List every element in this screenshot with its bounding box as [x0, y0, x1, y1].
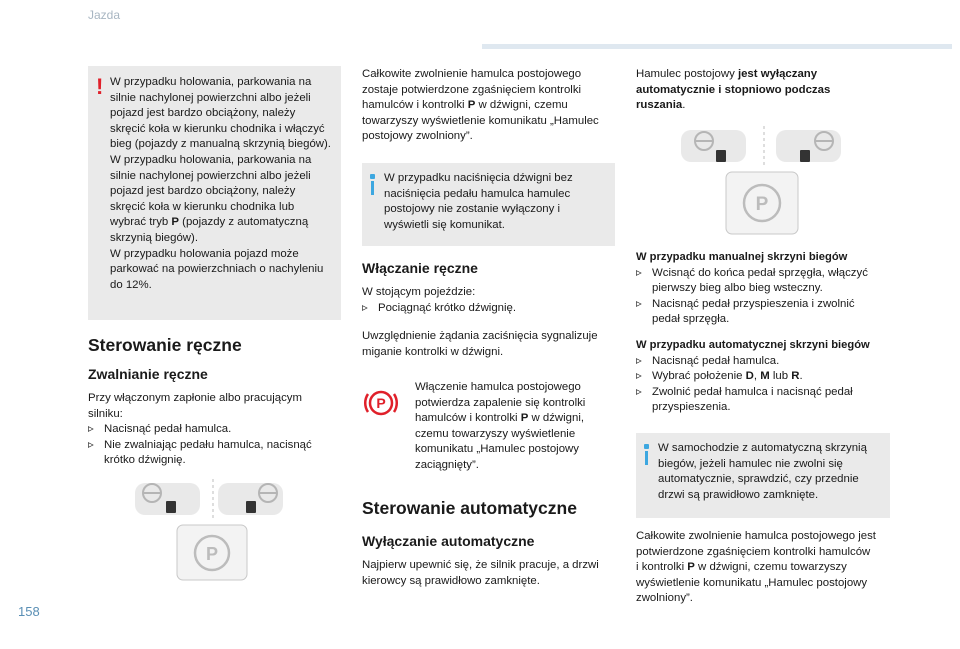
intro-line: silniku: — [88, 407, 123, 420]
paragraph-line: Uwzględnienie żądania zaciśnięcia sygnalizuje — [362, 330, 598, 342]
intro-line: Przy włączonym zapłonie albo pracującym — [88, 392, 302, 404]
bullet-item: ▹ Nie zwalniając pedału hamulca, nacisnąć krótko dźwignię. — [88, 438, 312, 467]
info-line: W przypadku naciśnięcia dźwigni bez — [384, 172, 573, 184]
bullet-item: ▹ Zwolnić pedał hamulca i nacisnąć pedał przyspieszenia. — [636, 385, 853, 414]
warning-line: silnie nachylonej powierzchni albo jeżeli — [110, 91, 311, 104]
info-box — [636, 433, 890, 518]
warning-line: bieg (pojazdy z manualną skrzynią biegów). — [110, 138, 331, 151]
section-title: Jazda — [88, 8, 121, 22]
bullet-item: ▹ Nacisnąć pedał przyspieszenia i zwolnić pedał sprzęgła. — [636, 297, 855, 326]
info-line: W samochodzie z automatyczną skrzynią — [658, 442, 867, 454]
bullet-arrow-icon: ▹ — [636, 297, 642, 310]
info-line: naciśnięcia pedału hamulca hamulec — [384, 187, 571, 200]
paragraph-line: potwierdzone zgaśnięciem kontrolki hamulców — [636, 545, 871, 558]
bullet-arrow-icon: ▹ — [88, 423, 94, 436]
info-line: automatycznie, sprawdzić, czy przednie — [658, 473, 859, 486]
warning-box — [88, 66, 341, 320]
warning-line: skręcić koła w kierunku chodnika lub — [110, 200, 295, 213]
paragraph-line: hamulców i kontrolki P w dźwigni, — [415, 412, 585, 425]
bullet-item: ▹ Pociągnąć krótko dźwignię. — [362, 301, 622, 317]
info-line: drzwi są prawidłowo zamknięte. — [658, 488, 819, 501]
warning-line: pojazd jest bardzo obciążony, należy — [110, 185, 296, 198]
info-line: postojowy nie zostanie wyłączony i — [384, 203, 561, 216]
paragraph-line: komunikatu „Hamulec postojowy — [415, 443, 579, 456]
page-number: 158 — [18, 604, 40, 619]
bullet-arrow-icon: ▹ — [88, 438, 94, 451]
svg-text:P: P — [205, 544, 219, 564]
paragraph-line: Całkowite zwolnienie hamulca postojowego — [362, 68, 582, 80]
paragraph-line: ruszania. — [636, 99, 686, 112]
warning-line: W przypadku holowania pojazd może — [110, 247, 299, 260]
procedure-title: W przypadku automatycznej skrzyni biegów — [636, 339, 870, 351]
info-line: biegów, jeżeli hamulec nie zwolni się — [658, 457, 843, 470]
paragraph-line: Włączenie hamulca postojowego — [415, 381, 581, 393]
paragraph-line: zwolniony”. — [636, 592, 693, 605]
warning-line: skrzynią biegów). — [110, 231, 198, 244]
paragraph-line: potwierdza zapalenie się kontrolki — [415, 396, 586, 409]
svg-text:P: P — [376, 395, 386, 411]
paragraph-line: wyświetlenie komunikatu „Hamulec postojowy — [636, 576, 868, 589]
bullet-arrow-icon: ▹ — [362, 301, 368, 314]
bullet-item: ▹ Wybrać położenie D, M lub R. — [636, 369, 901, 385]
paragraph-line: towarzyszy wyświetlenie komunikatu „Hamulec — [362, 114, 599, 127]
paragraph-line: postojowy zwolniony”. — [362, 130, 473, 143]
info-box — [362, 163, 615, 246]
warning-line: skręcić koła w kierunku chodnika i włączyć — [110, 122, 325, 135]
subsection-heading: Wyłączanie automatyczne — [362, 533, 535, 549]
warning-line: do 12%. — [110, 278, 152, 291]
svg-text:P: P — [755, 194, 769, 215]
bullet-item: ▹ Nacisnąć pedał hamulca. — [636, 354, 901, 370]
paragraph-line: hamulców i kontrolki P w dźwigni, czemu — [362, 99, 568, 112]
bullet-item: ▹ Wcisnąć do końca pedał sprzęgła, włączyć pierwszy bieg albo bieg wsteczny. — [636, 266, 868, 295]
steering-wheel-illustration — [676, 124, 848, 239]
bullet-item: ▹ Nacisnąć pedał hamulca. — [88, 422, 348, 438]
paragraph-line: Najpierw upewnić się, że silnik pracuje, a drzwi — [362, 559, 599, 571]
paragraph-line: zostaje potwierdzone zgaśnięciem kontrolki — [362, 83, 582, 96]
parking-brake-warning-icon — [363, 385, 399, 421]
subsection-heading: Zwalnianie ręczne — [88, 366, 208, 382]
paragraph-line: Hamulec postojowy jest wyłączany — [636, 68, 818, 80]
warning-line: pojazd jest bardzo obciążony, należy — [110, 107, 296, 120]
paragraph-line: Całkowite zwolnienie hamulca postojowego jest — [636, 530, 876, 542]
info-line: wyświetli się komunikat. — [384, 218, 505, 231]
info-icon — [370, 174, 375, 179]
section-heading: Sterowanie ręczne — [88, 335, 242, 355]
warning-icon: ! — [96, 74, 104, 99]
bullet-arrow-icon: ▹ — [636, 266, 642, 279]
intro-line: W stojącym pojeździe: — [362, 286, 476, 298]
section-heading: Sterowanie automatyczne — [362, 498, 577, 518]
header-bar — [482, 44, 952, 49]
subsection-heading: Włączanie ręczne — [362, 260, 478, 276]
warning-line: wybrać tryb P (pojazdy z automatyczną — [110, 216, 309, 229]
warning-line: silnie nachylonej powierzchni albo jeżeli — [110, 169, 311, 182]
paragraph-line: kierowcy są prawidłowo zamknięte. — [362, 574, 540, 587]
warning-line: W przypadku holowania, parkowania na — [110, 153, 312, 166]
steering-wheel-illustration — [130, 475, 300, 585]
bullet-arrow-icon: ▹ — [636, 370, 642, 383]
bullet-arrow-icon: ▹ — [636, 385, 642, 398]
paragraph-line: czemu towarzyszy wyświetlenie — [415, 427, 576, 440]
procedure-title: W przypadku manualnej skrzyni biegów — [636, 251, 848, 263]
warning-line: parkować na powierzchniach o nachyleniu — [110, 263, 324, 276]
paragraph-line: miganie kontrolki w dźwigni. — [362, 345, 504, 358]
warning-line: W przypadku holowania, parkowania na — [110, 76, 312, 88]
paragraph-line: i kontrolki P w dźwigni, czemu towarzyszy — [636, 561, 847, 574]
paragraph-line: zaciągnięty”. — [415, 458, 479, 471]
info-icon — [644, 444, 649, 449]
bullet-arrow-icon: ▹ — [636, 354, 642, 367]
paragraph-line: automatycznie i stopniowo podczas — [636, 83, 831, 96]
